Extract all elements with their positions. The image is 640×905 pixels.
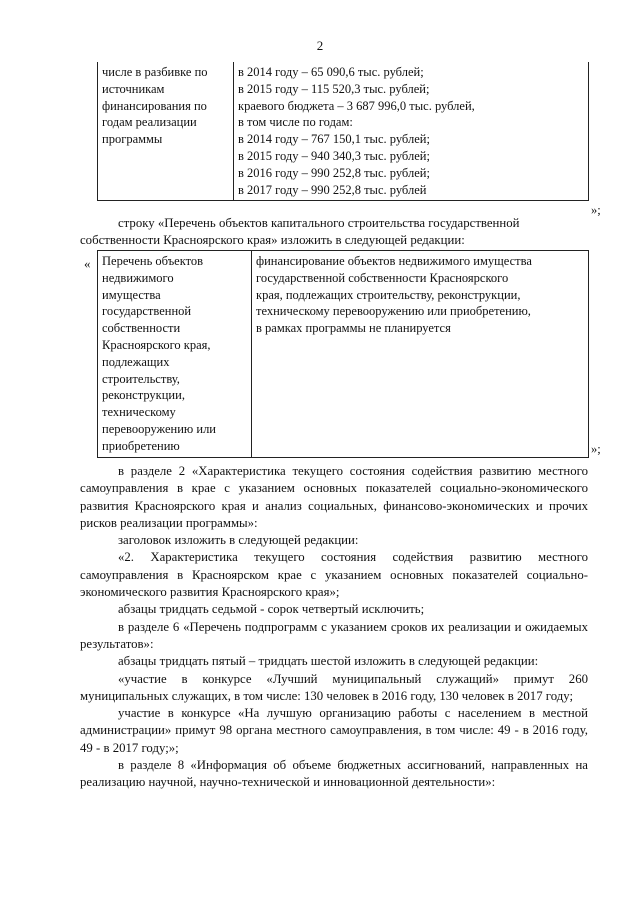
objects-table-label-cell [98,251,252,458]
paragraph: «участие в конкурсе «Лучший муниципальный служащий» примут 260 муниципальных служащих, в том числе: 130 человек в 2016 году, 130 человек в 2017 году; [80,671,588,703]
table-line: государственной собственности Красноярского [256,270,509,285]
paragraph: «2. Характеристика текущего состояния содействия развитию местного самоуправления в Красноярском крае с указанием основных показателей социально-экономического развития Красноярского края»; [80,550,588,600]
table-line: программы [102,132,163,147]
table-line: в 2017 году – 990 252,8 тыс. рублей [238,182,427,197]
table-line: финансирования по [102,98,207,113]
table-line: краевого бюджета – 3 687 996,0 тыс. рублей, [238,98,475,113]
table-line: приобретению [102,438,180,453]
table-line: государственной [102,304,192,319]
table-line: в том числе по годам: [238,115,353,130]
table-line: Красноярского края, [102,337,211,352]
table-line: в 2016 году – 990 252,8 тыс. рублей; [238,165,430,180]
table1-closing-quote: »; [591,203,601,217]
intro-line: собственности Красноярского края» изложить в следующей редакции: [80,233,465,248]
paragraph: участие в конкурсе «На лучшую организацию работы с населением в местной администрации» примут 98 органа местного самоуправления, в том числе: 49 - в 2016 году, 49 - в 2017 году;»; [80,706,588,755]
table-line: недвижимого [102,270,174,285]
table-line: финансирование объектов недвижимого имущества [256,254,532,268]
table-line: годам реализации [102,115,197,130]
table-line: перевооружению или [102,421,217,436]
intro-paragraph [80,215,588,250]
table-line: в 2015 году – 115 520,3 тыс. рублей; [238,81,430,96]
amendment-text [80,463,588,792]
table-line: реконструкции, [102,388,185,403]
paragraph: в разделе 2 «Характеристика текущего состояния содействия развитию местного самоуправления в крае с указанием основных показателей социально-экономического развития Красноярского края и анализ социальных, финансово-экономических и прочих рисков реализации программы»: [80,464,588,530]
table-line: числе в разбивке по [102,65,208,79]
page-number: 2 [316,38,324,53]
table-line: строительству, [102,371,180,386]
table-line: в 2014 году – 65 090,6 тыс. рублей; [238,65,424,79]
table-line: подлежащих [102,354,170,369]
paragraph: в разделе 6 «Перечень подпрограмм с указанием сроков их реализации и ожидаемых результатов»: [80,619,588,651]
table2-closing-quote: »; [591,442,601,456]
paragraph: в разделе 8 «Информация об объеме бюджетных ассигнований, направленных на реализацию научной, научно-технической и инновационной деятельности»: [80,758,588,790]
objects-table [97,250,589,458]
table-line: в рамках программы не планируется [256,321,451,336]
paragraph: абзацы тридцать пятый – тридцать шестой изложить в следующей редакции: [118,654,539,669]
table-line: Перечень объектов [102,254,204,268]
table2-opening-quote: « [84,256,91,271]
objects-table-value-cell [252,251,589,458]
table-line: собственности [102,321,181,336]
paragraph: заголовок изложить в следующей редакции: [118,533,359,548]
intro-line: строку «Перечень объектов капитального строительства государственной [118,216,520,230]
table-line: имущества [102,287,161,302]
table-line: края, подлежащих строительству, реконструкции, [256,287,521,302]
table-line: источникам [102,81,165,96]
financing-table-label-cell [98,62,234,201]
table-line: техническому перевооружению или приобретению, [256,304,531,319]
paragraph: абзацы тридцать седьмой - сорок четвертый исключить; [118,602,425,617]
table-line: техническому [102,405,176,420]
financing-table [97,62,589,201]
financing-table-value-cell [234,62,589,201]
table-line: в 2014 году – 767 150,1 тыс. рублей; [238,132,430,147]
table-line: в 2015 году – 940 340,3 тыс. рублей; [238,148,430,163]
